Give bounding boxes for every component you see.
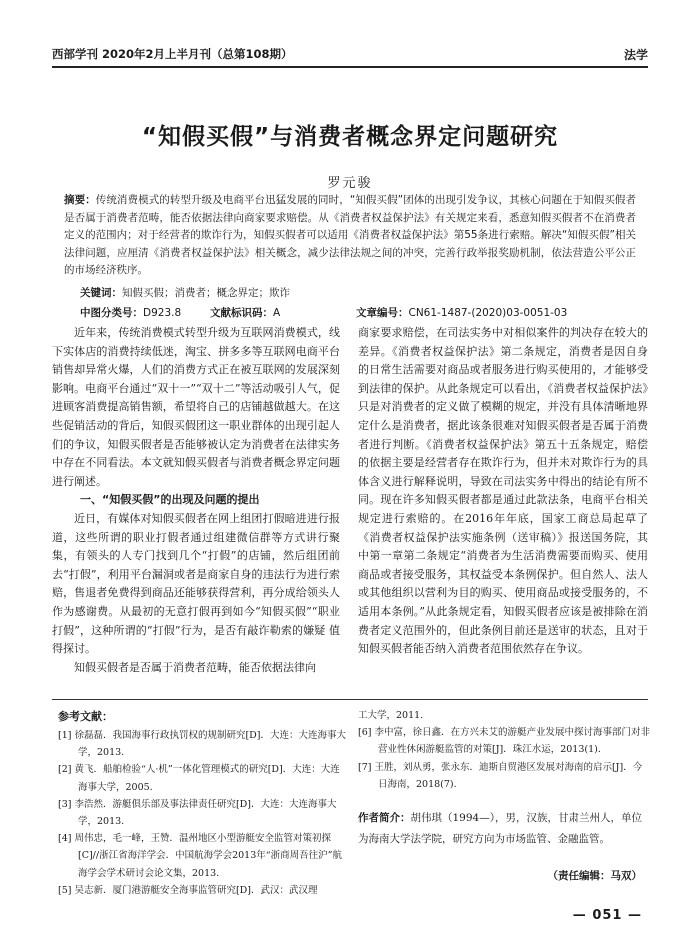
reference-item: [7] 王胜，刘从勇，张永东．迪斯自贸港区发展对海南的启示[J]．今日海南，2018(7). [358,761,643,790]
article-label: 文章编号： [356,307,409,319]
body-column-right [358,324,648,659]
references-right [358,707,650,793]
reference-item: [1] 徐磊磊．我国海事行政执罚权的规制研究[D]．大连：大连海事大学，2013. [58,730,347,759]
running-header [52,44,648,68]
reference-item: [3] 李浩然．游艇俱乐部及事法律责任研究[D]．大连：大连海事大学，2013. [58,798,337,828]
doc-value: A [273,307,281,319]
body-paragraph: 近日，有媒体对知假买假者在网上组团打假暗进进行报道，这些所谓的职业打假者通过组建微信群等方式讲行聚集，有领头的人专门找到几个“打假”的店铺，然后组团前去“打假”，利用平台漏洞或者是商家自身的违法行为进行索赔，售退者免费得到商品还能够获得营利，再分成给领头人作为感谢费。从最初的无意打假再到如今“知假买假”“职业打假”，这种所谓的“打假”行为，是否有敲诈勒索的嫌疑 值得探讨。 [52,511,340,656]
author-bio [358,808,650,850]
reference-item: [6] 李中富，徐日鑫．在方兴未艾的游艇产业发展中探讨海事部门对非营业性休闲游艇监管的对策[J]．珠江水运，2013(1). [358,727,650,756]
clc-number [80,305,181,320]
clc-value: D923.8 [143,307,182,319]
section-heading: 一、“知假买假”的出现及问题的提出 [80,493,260,507]
author-name: 罗元骏 [327,176,373,191]
body-column-left [52,324,340,677]
article-value: CN61-1487-(2020)03-0051-03 [408,307,568,319]
reference-item: [2] 黄飞．船舶检验“人·机”一体化管理模式的研究[D]．大连：大连海事大学，2005. [58,764,340,793]
page-number: — 051 — [572,908,642,923]
section-label: 法学 [623,48,648,62]
body-paragraph: 近年来，传统消费模式转型升级为互联网消费模式，线下实体店的消费持续低迷，淘宝、拼多多等互联网电商平台销售却异常火爆，人们的消费方式正在被互联网的发展深刻影响。电商平台通过“双十一”“双十二”等活动吸引人气，促进顾客消费提高销售额，希望将自己的店铺越做越大。在这些促销活动的背后，知假买假团这一职业群体的出现引起人们的争议，知假买假者是否能够被认定为消费者在法律实务中存在不同看法。本文就知假买假者与消费者概念界定问题进行阐述。 [52,326,340,488]
journal-title: 西部学刊 2020年2月上半月刊（总第108期） [52,47,293,61]
keywords-text: 知假买假；消费者；概念界定；欺诈 [122,287,290,299]
bio-label: 作者简介： [358,812,411,824]
reference-item: [4] 周伟忠，毛一峰，王赞．温州地区小型游艇安全监管对策初探[C]//浙江省海洋学会．中国航海学会2013年“浙商周吾往沪”航海学会学术研讨会论文集，2013. [58,833,342,879]
bio-text: 胡伟琪（1994—），男，汉族，甘肃兰州人，单位为海南大学法学院，研究方向为市场监管、金融监管。 [358,812,642,845]
keywords [80,285,290,300]
article-number [356,305,567,320]
abstract [64,192,636,280]
abstract-label: 摘要： [64,194,96,206]
clc-label: 中图分类号： [80,307,143,319]
body-paragraph: 商家要求赔偿，在司法实务中对相似案件的判决存在较大的差异。《消费者权益保护法》第二条规定，消费者是因自身的日常生活需要对商品或者服务进行购买使用的，才能够受到法律的保护。从此条规定可以看出，《消费者权益保护法》只是对消费者的定义做了模糊的规定，并没有具体清晰地界定什么是消费者，据此该条很难对知假买假者是否属于消费者进行判断。《消费者权益保护法》第五十五条规定，赔偿的依据主要是经营者存在欺诈行为，但并未对欺诈行为的具体含义进行解释说明，导致在司法实务中得出的结论有所不同。现在许多知假买假者都是通过此款法条，电商平台相关规定进行索赔的。在2016年年底，国家工商总局起草了《消费者权益保护法实施条例（送审稿）》报送国务院，其中第一章第二条规定“消费者为生活消费需要而购买、使用商品或者接受服务，其权益受本条例保护。但自然人、法人或其他组织以营利为目的购买、使用商品或接受服务的，不适用本条例。”从此条规定看，知假买假者应该是被排除在消费者定义范围外的，但此条例目前还是送审的状态，且对于知假买假者能否纳入消费者范围依然存在争议。 [358,326,648,656]
references-left [58,727,348,899]
paper-title: “知假买假”与消费者概念界定问题研究 [141,124,559,150]
reference-item: 工大学，2011. [358,710,424,721]
doc-label: 文献标识码： [210,307,273,319]
doc-code [210,305,280,320]
responsible-editor: （责任编辑：马双） [547,870,642,882]
keywords-label: 关键词： [80,287,122,299]
reference-item: [5] 吴志新．厦门港游艇安全海事监管研究[D]．武汉：武汉理 [58,884,318,896]
references-divider [52,699,648,700]
references-title: 参考文献： [58,710,113,723]
body-paragraph: 知假买假者是否属于消费者范畴，能否依据法律向 [74,660,316,674]
abstract-text: 传统消费模式的转型升级及电商平台迅猛发展的同时，“知假买假”团体的出现引发争议，其核心问题在于知假买假者是否属于消费者范畴，能否依据法律向商家要求赔偿。从《消费者权益保护法》有关规定来看，悉意知假买假者不在消费者定义的范围内；对于经营者的欺诈行为，知假买假者可以适用《消费者权益保护法》第55条进行索赔。解决“知假买假”相关法律问题，应厘清《消费者权益保护法》相关概念，减少法律法规之间的冲突，完善行政举报奖励机制，依法营造公平公正的市场经济秩序。 [64,194,636,276]
